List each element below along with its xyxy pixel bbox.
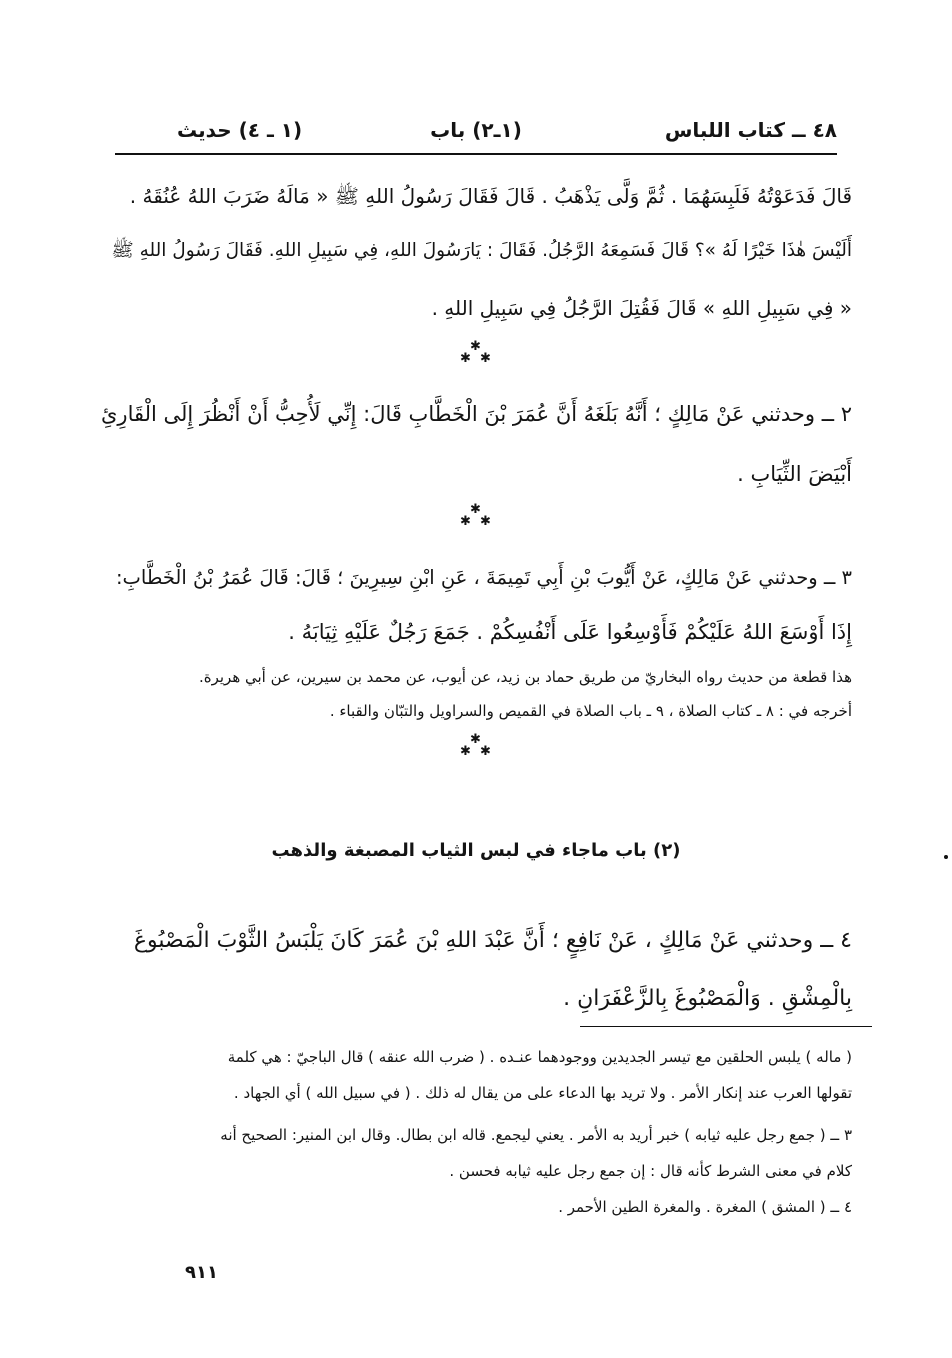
passage1-line2: أَلَيْسَ هٰذَا خَيْرًا لَهُ »؟ قَالَ فَسَمِعَهُ الرَّجُلُ. فَقَالَ : يَارَسُولَ اللهِ، فِي سَبِيلِ اللهِ. فَقَالَ رَسُولُ اللهِ ﷺ bbox=[111, 240, 852, 261]
footnote-line2: تقولها العرب عند إنكار الأمر . ولا تريد بها الدعاء على من يقال له ذلك . ( في سبيل الله ) أي الجهاد . bbox=[233, 1084, 852, 1102]
separator-stars: ✱ ✱ ✱ bbox=[460, 502, 491, 529]
passage4-line1: ٤ ــ وحدثني عَنْ مَالِكٍ ، عَنْ نَافِعٍ ؛ أَنَّ عَبْدَ اللهِ بْنَ عُمَرَ كَانَ يَلْبَسُ الثَّوْبَ الْمَصْبُوغَ bbox=[133, 928, 852, 953]
header-book-title: ٤٨ ــ كتاب اللباس bbox=[664, 118, 837, 142]
footnote-line5: ٤ ــ ( المشق ) المغرة . والمغرة الطين الأحمر . bbox=[558, 1198, 852, 1216]
passage4-line2: بِالْمِشْقِ . وَالْمَصْبُوغَ بِالزَّعْفَرَانِ . bbox=[563, 986, 852, 1011]
scan-speck bbox=[944, 855, 948, 859]
header-chapter-ref: (١ـ٢) باب bbox=[430, 118, 522, 142]
takhrij-line2: أخرجه في : ٨ ـ كتاب الصلاة ، ٩ ـ باب الصلاة في القميص والسراويل والتبّان والقباء . bbox=[329, 702, 852, 720]
footnote-line4: كلام في معنى الشرط كأنه قال : إن جمع رجل عليه ثيابه فحسن . bbox=[449, 1162, 852, 1180]
takhrij-line1: هذا قطعة من حديث رواه البخاريّ من طريق حماد بن زيد، عن أيوب، عن محمد بن سيرين، عن أبي هريرة. bbox=[198, 668, 852, 686]
page-number: ٩١١ bbox=[185, 1262, 218, 1283]
passage3-line1: ٣ ــ وحدثني عَنْ مَالِكٍ، عَنْ أَيُّوبَ بْنِ أَبِي تَمِيمَةَ ، عَنِ ابْنِ سِيرِينَ ؛ قَالَ: قَالَ عُمَرُ بْنُ الْخَطَّابِ: bbox=[115, 566, 852, 589]
separator-stars: ✱ ✱ ✱ bbox=[460, 339, 491, 366]
passage2-line2: أَبْيَضَ الثِّيَابِ . bbox=[737, 462, 852, 486]
separator-stars: ✱ ✱ ✱ bbox=[460, 732, 491, 759]
passage1-line1: قَالَ فَدَعَوْتُهُ فَلَبِسَهُمَا . ثُمَّ وَلَّى يَذْهَبُ . قَالَ فَقَالَ رَسُولُ اللهِ ﷺ « مَالَهُ ضَرَبَ اللهُ عُنُقَهُ . bbox=[129, 184, 852, 208]
passage2-line1: ٢ ــ وحدثني عَنْ مَالِكٍ ؛ أَنَّهُ بَلَغَهُ أَنَّ عُمَرَ بْنَ الْخَطَّابِ قَالَ: إِنِّي لَأُحِبُّ أَنْ أَنْظُرَ إِلَى الْقَارِئِ bbox=[100, 402, 852, 426]
header-hadith-ref: (١ ـ ٤) حديث bbox=[177, 118, 303, 142]
passage1-line3: « فِي سَبِيلِ اللهِ » قَالَ فَقُتِلَ الرَّجُلُ فِي سَبِيلِ اللهِ . bbox=[431, 296, 852, 320]
footnote-rule bbox=[580, 1026, 872, 1027]
chapter-heading: (٢) باب ماجاء في لبس الثياب المصبغة والذهب bbox=[271, 840, 681, 861]
footnote-line1: ( ماله ) يلبس الحلقين مع تيسر الجديدين ووجودهما عنـده . ( ضرب الله عنقه ) قال الباجيّ : هي كلمة bbox=[227, 1048, 852, 1066]
passage3-line2: إِذَا أَوْسَعَ اللهُ عَلَيْكُمْ فَأَوْسِعُوا عَلَى أَنْفُسِكُمْ . جَمَعَ رَجُلٌ عَلَيْهِ ثِيَابَهُ . bbox=[288, 620, 852, 644]
footnote-line3: ٣ ــ ( جمع رجل عليه ثيابه ) خبر أريد به الأمر . يعني ليجمع. قاله ابن بطال. وقال ابن المنير: الصحيح أنه bbox=[220, 1126, 852, 1144]
header-rule bbox=[115, 153, 837, 155]
running-header bbox=[115, 112, 837, 152]
